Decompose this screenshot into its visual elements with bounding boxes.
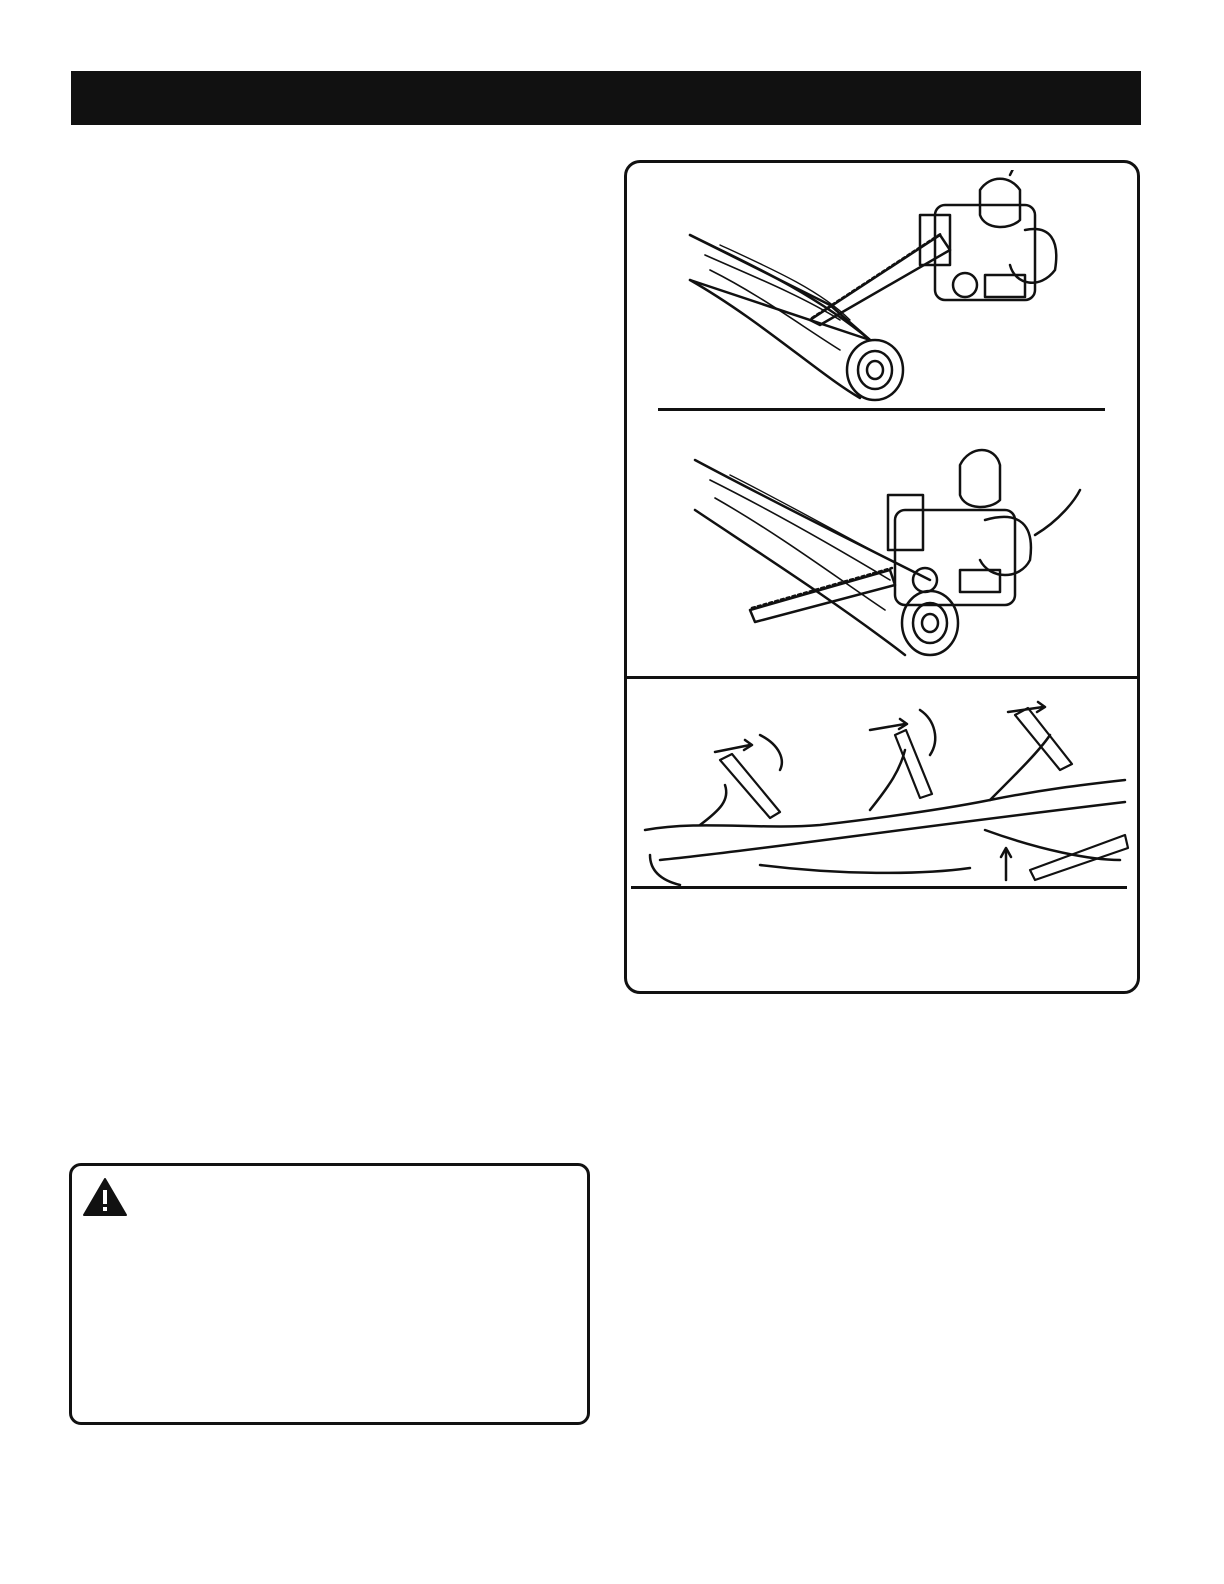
figure-divider-lower [626, 676, 1138, 679]
section-header-bar [71, 71, 1141, 125]
warning-triangle-icon [82, 1177, 128, 1217]
figure-bottom-rule [631, 886, 1127, 889]
felling-log-top-illustration [680, 170, 1120, 405]
figure-divider [658, 408, 1105, 411]
felling-log-bottom-illustration [690, 440, 1110, 670]
limbing-tree-illustration [640, 690, 1130, 890]
warning-box [69, 1163, 590, 1425]
